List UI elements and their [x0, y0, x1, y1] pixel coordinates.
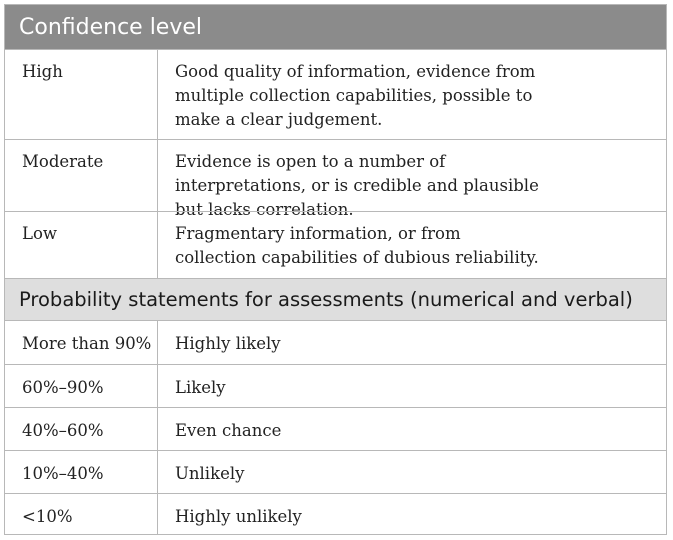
confidence-level-heading: Confidence level [5, 5, 666, 49]
confidence-description-cell: Evidence is open to a number of interpretations, or is credible and plausible but lacks correlation. [175, 152, 539, 219]
probability-range-cell: More than 90% [5, 321, 158, 364]
probability-range-cell: <10% [5, 494, 158, 534]
confidence-probability-table [4, 4, 667, 535]
probability-statements-heading: Probability statements for assessments (numerical and verbal) [5, 278, 666, 321]
probability-range-cell: 60%–90% [5, 365, 158, 407]
probability-term-cell: Even chance [175, 421, 282, 440]
probability-range-cell: 40%–60% [5, 408, 158, 450]
confidence-level-cell: Moderate [5, 140, 158, 211]
table-row [5, 211, 666, 278]
probability-term-cell: Highly likely [175, 334, 281, 353]
table-row [5, 493, 666, 534]
probability-term-cell: Unlikely [175, 464, 245, 483]
confidence-description-cell: Fragmentary information, or from collection capabilities of dubious reliability. [175, 224, 539, 267]
table-row [5, 364, 666, 407]
probability-term-cell: Likely [175, 378, 226, 397]
confidence-description-cell: Good quality of information, evidence from multiple collection capabilities, possible to make a clear judgement. [175, 62, 536, 129]
table-row [5, 49, 666, 139]
confidence-level-cell: Low [5, 212, 158, 278]
table-row [5, 139, 666, 219]
probability-term-cell: Highly unlikely [175, 507, 302, 526]
table-row [5, 407, 666, 450]
confidence-level-cell: High [5, 50, 158, 139]
probability-range-cell: 10%–40% [5, 451, 158, 493]
table-row [5, 450, 666, 493]
table-row [5, 321, 666, 364]
